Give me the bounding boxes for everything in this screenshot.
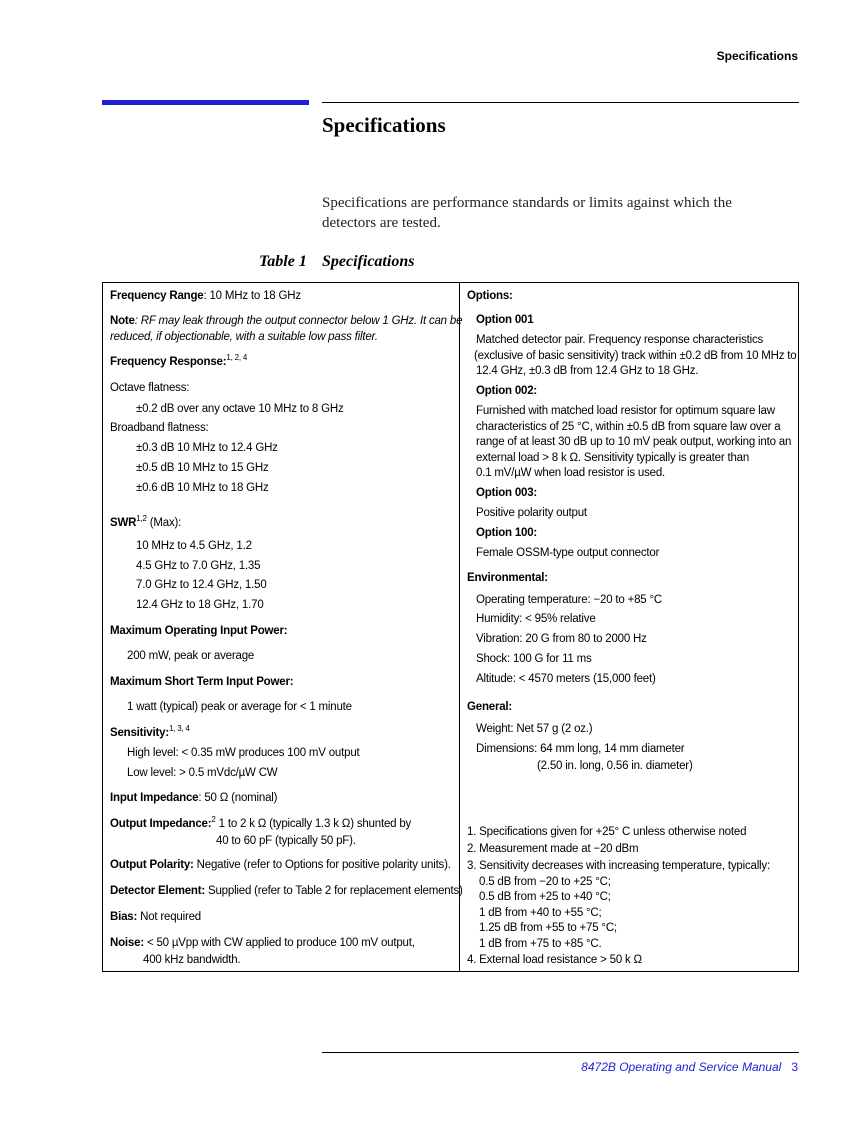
intro-paragraph: Specifications are performance standards or limits against which the detectors are tested. [322, 195, 732, 231]
sensitivity-low: Low level: > 0.5 mVdc/µW CW [127, 767, 278, 779]
broadband-value: ±0.6 dB 10 MHz to 18 GHz [136, 482, 269, 494]
footnote: 3. Sensitivity decreases with increasing temperature, typically: [467, 860, 770, 872]
footnote: 1. Specifications given for +25° C unless otherwise noted [467, 826, 747, 838]
running-header: Specifications [716, 49, 798, 63]
options-heading: Options: [467, 290, 513, 302]
noise: Noise: < 50 µVpp with CW applied to produce 100 mV output, [110, 937, 415, 949]
footer-rule [322, 1052, 799, 1053]
footer-manual-title: 8472B Operating and Service Manual [581, 1060, 782, 1074]
broadband-value: ±0.5 dB 10 MHz to 15 GHz [136, 462, 269, 474]
broadband-flatness-label: Broadband flatness: [110, 422, 209, 434]
option-002-text: Furnished with matched load resistor for optimum square law [476, 405, 775, 417]
swr-value: 10 MHz to 4.5 GHz, 1.2 [136, 540, 252, 552]
option-001-text: Matched detector pair. Frequency response characteristics [476, 334, 764, 346]
bias: Bias: Not required [110, 911, 202, 923]
option-100-label: Option 100: [476, 527, 538, 539]
swr-heading: SWR$^{1,2}$ (Max): [110, 514, 182, 529]
output-impedance-line-2: 40 to 60 pF (typically 50 pF). [216, 835, 356, 847]
max-operating-power-heading: Maximum Operating Input Power: [110, 625, 288, 637]
option-002-text: 0.1 mV/µW when load resistor is used. [476, 467, 666, 479]
broadband-value: ±0.3 dB 10 MHz to 12.4 GHz [136, 442, 278, 454]
sensitivity-heading: Sensitivity:$^{1, 3, 4}$ [110, 724, 190, 739]
environmental-item: Operating temperature: −20 to +85 °C [476, 594, 662, 606]
footnote: 2. Measurement made at −20 dBm [467, 843, 639, 855]
output-impedance: Output Impedance:$^2$ 1 to 2 k Ω (typically 1.3 k Ω) shunted by [110, 815, 412, 830]
noise-line-2: 400 kHz bandwidth. [143, 954, 241, 966]
page-footer [581, 1060, 798, 1074]
octave-flatness-label: Octave flatness: [110, 382, 190, 394]
page-title: Specifications [322, 113, 446, 137]
environmental-item: Shock: 100 G for 11 ms [476, 653, 592, 665]
option-003-label: Option 003: [476, 487, 538, 499]
environmental-item: Vibration: 20 G from 80 to 2000 Hz [476, 633, 647, 645]
input-impedance: Input Impedance: 50 Ω (nominal) [110, 792, 278, 804]
output-polarity: Output Polarity: Negative (refer to Options for positive polarity units). [110, 859, 451, 871]
max-operating-power-value: 200 mW, peak or average [127, 650, 255, 662]
footnote: 4. External load resistance > 50 k Ω [467, 954, 642, 966]
option-003-text: Positive polarity output [476, 507, 587, 519]
option-002-text: range of at least 30 dB up to 10 mV peak output, working into an [476, 436, 792, 448]
note-line-1: Note: RF may leak through the output connector below 1 GHz. It can be [110, 315, 463, 327]
option-001-text: (exclusive of basic sensitivity) track within ±0.2 dB from 10 MHz to [474, 350, 797, 362]
detector-element: Detector Element: Supplied (refer to Table 2 for replacement elements) [110, 885, 463, 897]
general-weight: Weight: Net 57 g (2 oz.) [476, 723, 593, 735]
page-number: 3 [791, 1060, 798, 1074]
table-caption-title: Specifications [322, 253, 415, 270]
option-002-text: external load > 8 k Ω. Sensitivity typically is greater than [476, 452, 750, 464]
option-002-text: characteristics of 25 °C, within ±0.5 dB from square law over a [476, 421, 781, 433]
footnote-sub-item: 0.5 dB from +25 to +40 °C; [479, 891, 611, 903]
option-001-text: 12.4 GHz, ±0.3 dB from 12.4 GHz to 18 GHz. [476, 365, 699, 377]
option-100-text: Female OSSM-type output connector [476, 547, 660, 559]
sensitivity-high: High level: < 0.35 mW produces 100 mV output [127, 747, 360, 759]
swr-value: 4.5 GHz to 7.0 GHz, 1.35 [136, 560, 261, 572]
frequency-range: Frequency Range: 10 MHz to 18 GHz [110, 290, 301, 302]
max-short-term-power-heading: Maximum Short Term Input Power: [110, 676, 294, 688]
general-heading: General: [467, 701, 513, 713]
general-dimensions-line-2: (2.50 in. long, 0.56 in. diameter) [537, 760, 693, 772]
general-dimensions: Dimensions: 64 mm long, 14 mm diameter [476, 743, 685, 755]
max-short-term-power-value: 1 watt (typical) peak or average for < 1 minute [127, 701, 352, 713]
swr-value: 7.0 GHz to 12.4 GHz, 1.50 [136, 579, 267, 591]
environmental-item: Altitude: < 4570 meters (15,000 feet) [476, 673, 656, 685]
footnote-sub-item: 0.5 dB from −20 to +25 °C; [479, 876, 611, 888]
table-caption-label: Table 1 [259, 253, 307, 270]
option-002-label: Option 002: [476, 385, 538, 397]
environmental-item: Humidity: < 95% relative [476, 613, 596, 625]
note-line-2: reduced, if objectionable, with a suitable low pass filter. [110, 331, 378, 343]
footnote-sub-item: 1 dB from +75 to +85 °C. [479, 938, 602, 950]
environmental-heading: Environmental: [467, 572, 548, 584]
footnote-sub-item: 1 dB from +40 to +55 °C; [479, 907, 602, 919]
octave-flatness-value: ±0.2 dB over any octave 10 MHz to 8 GHz [136, 403, 344, 415]
header-rule [322, 102, 799, 103]
swr-value: 12.4 GHz to 18 GHz, 1.70 [136, 599, 264, 611]
table-column-divider [459, 282, 460, 972]
frequency-response-heading: Frequency Response:$^{1, 2, 4}$ [110, 353, 248, 368]
option-001-label: Option 001 [476, 314, 534, 326]
header-accent-bar [102, 100, 309, 105]
footnote-sub-item: 1.25 dB from +55 to +75 °C; [479, 922, 617, 934]
